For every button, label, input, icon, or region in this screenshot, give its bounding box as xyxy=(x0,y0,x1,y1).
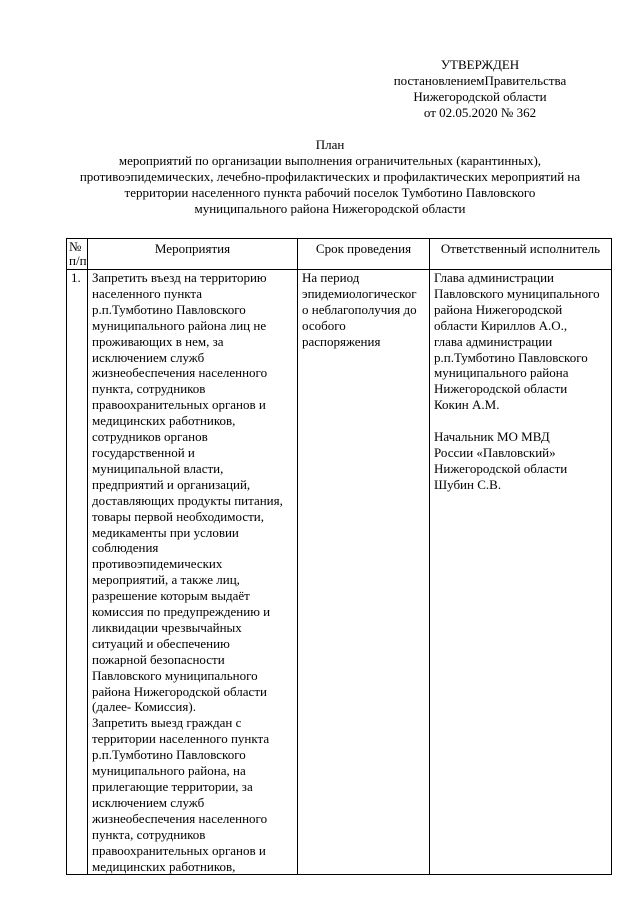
approval-date-number: от 02.05.2020 № 362 xyxy=(423,105,537,120)
plan-title-line-3: противоэпидемических, лечебно-профилактических и профилактических мероприятий на xyxy=(79,169,581,184)
activity-line: Запретить выезд граждан с xyxy=(92,715,242,731)
plan-title-line-4: территории населенного пункта рабочий поселок Тумботино Павловского xyxy=(124,185,536,200)
activity-line: района Нижегородской области xyxy=(92,683,267,699)
period-line: особого xyxy=(302,317,346,333)
activity-line: ликвидации чрезвычайных xyxy=(92,619,242,635)
activity-line: мероприятий, а также лиц, xyxy=(92,572,240,588)
responsible-line: Кокин А.М. xyxy=(434,397,500,413)
activity-line: предприятий и организаций, xyxy=(92,476,251,492)
activity-line: исключением служб xyxy=(92,794,205,810)
activity-line: правоохранительных органов и xyxy=(92,397,266,413)
activity-line: р.п.Тумботино Павловского xyxy=(92,747,246,763)
activity-line: жизнеобеспечения населенного xyxy=(92,810,268,826)
activity-line: товары первой необходимости, xyxy=(92,508,264,524)
activity-line: проживающих в нем, за xyxy=(92,333,224,349)
responsible-line: Нижегородской области xyxy=(434,460,568,476)
activity-line: пункта, сотрудников xyxy=(92,381,206,397)
activity-line: исключением служб xyxy=(92,349,205,365)
period-line: На период xyxy=(302,270,360,285)
responsible-line: Шубин С.В. xyxy=(434,476,502,492)
plan-table xyxy=(66,238,612,875)
row-activities xyxy=(88,270,298,875)
activity-line: государственной и xyxy=(92,444,195,460)
responsible-line: муниципального района xyxy=(434,365,569,381)
activity-line: жизнеобеспечения населенного xyxy=(92,365,268,381)
activity-line: р.п.Тумботино Павловского xyxy=(92,301,246,317)
table-row xyxy=(67,270,612,875)
activity-line: ситуаций и обеспечению xyxy=(92,635,230,651)
plan-title-line-2: мероприятий по организации выполнения ограничительных (карантинных), xyxy=(118,153,542,168)
responsible-line: района Нижегородской xyxy=(434,301,563,317)
approval-title: УТВЕРЖДЕН xyxy=(440,57,520,72)
responsible-line: Павловского муниципального xyxy=(434,285,600,301)
approval-decree: постановлениемПравительства xyxy=(393,73,567,88)
activity-line: соблюдения xyxy=(92,540,159,556)
plan-title-line-5: муниципального района Нижегородской области xyxy=(194,201,466,216)
activity-line: медицинских работников, xyxy=(92,858,236,874)
activity-line: сотрудников органов xyxy=(92,429,208,445)
activity-line: Павловского муниципального xyxy=(92,667,258,683)
header-period: Срок проведения xyxy=(298,239,430,270)
activity-line: медикаменты при условии xyxy=(92,524,239,540)
responsible-line: России «Павловский» xyxy=(434,444,556,460)
activity-line: населенного пункта xyxy=(92,285,203,301)
activity-line: (далее- Комиссия). xyxy=(92,699,196,715)
header-responsible: Ответственный исполнитель xyxy=(430,239,612,270)
period-line: эпидемиологическог xyxy=(302,285,417,301)
activity-line: муниципальной власти, xyxy=(92,460,224,476)
row-responsible xyxy=(430,270,612,875)
responsible-line: р.п.Тумботино Павловского xyxy=(434,349,588,365)
header-activities: Мероприятия xyxy=(88,239,298,270)
activity-line: медицинских работников, xyxy=(92,413,236,429)
period-line: о неблагополучия до xyxy=(302,301,417,317)
responsible-line: Начальник МО МВД xyxy=(434,429,550,445)
responsible-line: глава администрации xyxy=(434,333,553,349)
activity-line: пожарной безопасности xyxy=(92,651,225,667)
activity-line: муниципального района, на xyxy=(92,763,246,779)
activity-line: Запретить въезд на территорию xyxy=(92,270,267,285)
activity-line: прилегающие территории, за xyxy=(92,779,253,794)
row-period xyxy=(298,270,430,875)
activity-line: противоэпидемических xyxy=(92,556,223,572)
approval-region: Нижегородской области xyxy=(413,89,547,104)
plan-title-line-1: План xyxy=(315,137,345,152)
activity-line: территории населенного пункта xyxy=(92,731,270,747)
period-line: распоряжения xyxy=(302,333,381,349)
row-number: 1. xyxy=(67,270,88,875)
activity-line: доставляющих продукты питания, xyxy=(92,492,283,508)
activity-line: разрешение которым выдаёт xyxy=(92,588,250,604)
approval-block xyxy=(380,57,580,121)
activity-line: правоохранительных органов и xyxy=(92,842,266,858)
paragraph-gap xyxy=(434,413,607,429)
plan-title xyxy=(70,137,590,217)
header-number: № п/п xyxy=(67,239,88,270)
responsible-line: Глава администрации xyxy=(434,270,555,285)
activity-line: комиссия по предупреждению и xyxy=(92,604,271,620)
activity-line: муниципального района лиц не xyxy=(92,317,267,333)
responsible-line: Нижегородской области xyxy=(434,381,568,397)
table-header-row xyxy=(67,239,612,270)
responsible-line: области Кириллов А.О., xyxy=(434,317,568,333)
activity-line: пункта, сотрудников xyxy=(92,826,206,842)
